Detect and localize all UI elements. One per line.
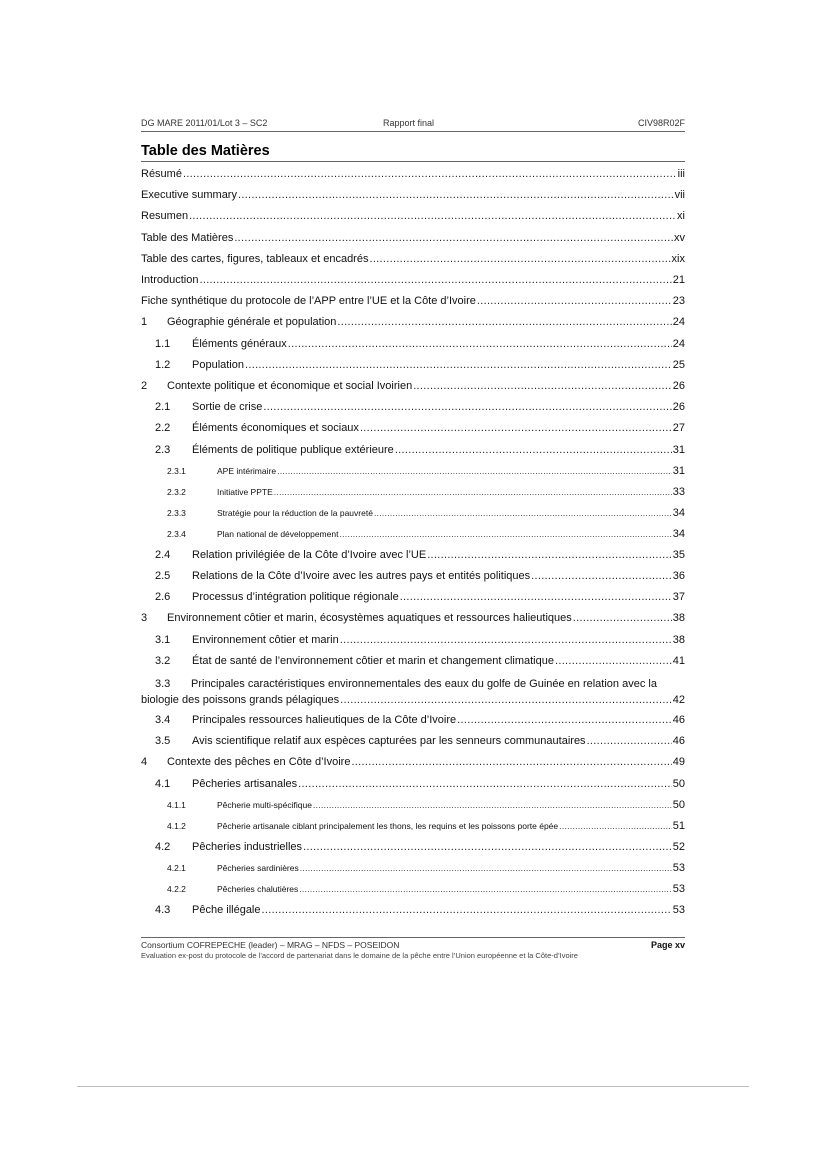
toc-entry-number: 4.2.2 (167, 884, 186, 894)
dot-leader (457, 711, 672, 729)
toc-entry-text: État de santé de l’environnement côtier et marin et changement climatique (192, 654, 554, 667)
toc-entry-page: 35 (672, 548, 685, 561)
toc-entry[interactable] (141, 335, 685, 353)
toc-entry-number: 2.3.1 (167, 465, 186, 476)
header-reference: DG MARE 2011/01/Lot 3 – SC2 (141, 118, 268, 128)
toc-entry-text: Executive summary (141, 189, 237, 202)
toc-entry-text: Géographie générale et population (167, 316, 337, 329)
toc-entry-page: 23 (672, 295, 685, 308)
dot-leader (340, 691, 672, 709)
toc-entry-number: 3.4 (155, 714, 171, 726)
toc-entry-text: Contexte politique et économique et social Ivoirien (167, 380, 413, 392)
toc-entry-page: 52 (672, 840, 685, 853)
toc-entry-page: iii (677, 168, 685, 180)
toc-entry-text: Pêcheries industrielles (192, 840, 303, 853)
dot-leader (313, 796, 672, 814)
dot-leader (559, 817, 672, 835)
toc-entry-number: 3.1 (155, 633, 171, 646)
toc-entry-page: 53 (672, 862, 685, 874)
toc-entry-page: 53 (672, 883, 685, 895)
toc-entry[interactable] (141, 504, 685, 522)
dot-leader (351, 753, 671, 771)
dot-leader (262, 901, 672, 919)
toc-entry-text-continued: biologie des poissons grands pélagiques (141, 694, 340, 706)
toc-entry[interactable] (141, 859, 685, 877)
dot-leader (277, 462, 672, 480)
toc-entry-text: Introduction (141, 274, 199, 286)
dot-leader (263, 398, 671, 416)
toc-entry-text: Principales caractéristiques environnementales des eaux du golfe de Guinée en relation avec la (191, 678, 657, 690)
toc-entry-page: 51 (672, 819, 685, 832)
title-divider (141, 161, 685, 162)
toc-entry-page: 33 (672, 485, 685, 498)
toc-entry[interactable] (141, 441, 685, 459)
toc-entry[interactable] (141, 313, 685, 331)
dot-leader (234, 229, 673, 247)
toc-entry-text: Environnement côtier et marin (192, 633, 339, 646)
toc-entry-page: 50 (672, 798, 685, 811)
toc-entry-page: 27 (672, 422, 685, 435)
dot-leader (369, 250, 670, 268)
toc-entry-number: 3.3 (155, 678, 171, 690)
toc-entry-text: Éléments de politique publique extérieure (192, 443, 394, 456)
toc-entry-page: 21 (672, 274, 685, 286)
toc-entry-page: 37 (672, 591, 685, 604)
toc-entry[interactable] (141, 732, 685, 750)
toc-entry[interactable] (141, 880, 685, 898)
footer-organization: Consortium COFREPECHE (leader) – MRAG – NFDS – POSEIDON (141, 940, 400, 950)
toc-entry-page: 42 (672, 694, 685, 706)
dot-leader (238, 186, 674, 204)
header-code: CIV98R02F (637, 118, 685, 128)
toc-entry-text: Resumen (141, 210, 189, 223)
toc-entry-page: 46 (672, 714, 685, 726)
toc-entry-text: Relations de la Côte d’Ivoire avec les autres pays et entités politiques (192, 570, 531, 582)
toc-entry-text: Stratégie pour la réduction de la pauvreté (217, 507, 373, 518)
dot-leader (183, 165, 677, 183)
toc-entry[interactable] (141, 250, 685, 268)
toc-entry-number: 4.2.1 (167, 863, 186, 873)
toc-entry[interactable] (141, 207, 685, 225)
toc-entry[interactable] (141, 753, 685, 771)
toc-entry-page: 49 (672, 756, 685, 769)
toc-entry-text: Relation privilégiée de la Côte d’Ivoire avec l’UE (192, 548, 427, 561)
toc-entry-number: 2.4 (155, 548, 171, 561)
toc-entry-text: Pêcheries chalutières (217, 884, 299, 894)
dot-leader (288, 335, 672, 353)
toc-entry[interactable] (141, 676, 685, 712)
toc-entry-page: 24 (672, 316, 685, 329)
toc-entry-text: Principales ressources halieutiques de la Côte d’Ivoire (192, 714, 457, 726)
toc-entry-number: 2.1 (155, 401, 171, 414)
toc-entry[interactable] (141, 711, 685, 729)
toc-entry-page: 31 (672, 464, 685, 477)
dot-leader (400, 588, 672, 606)
toc-entry-page: 38 (672, 633, 685, 646)
dot-leader (395, 441, 672, 459)
page-header (141, 118, 685, 132)
toc-entry-text: Processus d’intégration politique régionale (192, 591, 399, 604)
dot-leader (360, 419, 672, 437)
dot-leader (189, 207, 676, 225)
dot-leader (299, 880, 671, 898)
toc-entry-text: Pêcherie multi-spécifique (217, 799, 312, 810)
toc-entry-text: Résumé (141, 168, 182, 180)
toc-entry-page: 25 (672, 358, 685, 371)
toc-entry[interactable] (141, 838, 685, 856)
footer-subtitle: Evaluation ex-post du protocole de l’accord de partenariat dans le domaine de la pêche entre l’Union européenne et la Côte-d’Ivoire (141, 951, 578, 960)
toc-entry[interactable] (141, 796, 685, 814)
toc-entry[interactable] (141, 483, 685, 501)
toc-entry-text: Avis scientifique relatif aux espèces capturées par les senneurs communautaires (192, 735, 586, 748)
dot-leader (339, 525, 671, 543)
dot-leader (477, 292, 672, 310)
toc-entry-text: APE intérimaire (217, 465, 277, 476)
toc-entry-number: 2.5 (155, 570, 171, 582)
toc-entry[interactable] (141, 292, 685, 310)
toc-entry-page: 53 (672, 904, 685, 916)
toc-entry-text: Population (192, 358, 244, 371)
toc-entry[interactable] (141, 186, 685, 204)
toc-entry-text: Fiche synthétique du protocole de l’APP entre l’UE et la Côte d’Ivoire (141, 295, 476, 308)
toc-entry-number: 4.1 (155, 777, 171, 790)
toc-entry[interactable] (141, 398, 685, 416)
dot-leader (303, 838, 672, 856)
toc-entry-text: Éléments économiques et sociaux (192, 422, 359, 435)
toc-entry-number: 2.3 (155, 443, 171, 456)
toc-entry-number: 2.3.4 (167, 528, 186, 539)
toc-entry-text: Pêcheries artisanales (192, 777, 298, 790)
toc-entry-page: 50 (672, 777, 685, 790)
toc-entry-number: 2.3.2 (167, 486, 186, 497)
toc-entry-page: vii (674, 189, 685, 202)
page-bottom-divider (77, 1086, 749, 1087)
toc-entry-page: 34 (672, 527, 685, 540)
toc-entry-text: Initiative PPTE (217, 486, 273, 497)
toc-entry-number: 3 (141, 612, 148, 625)
toc-entry[interactable] (141, 271, 685, 289)
toc-entry-number: 2.2 (155, 422, 171, 435)
toc-entry[interactable] (141, 462, 685, 480)
toc-entry[interactable] (141, 652, 685, 670)
dot-leader (245, 356, 672, 374)
toc-entry-text: Pêcheries sardinières (217, 863, 299, 873)
toc-entry-number: 4.1.1 (167, 799, 186, 810)
toc-entry-text: Contexte des pêches en Côte d’Ivoire (167, 756, 351, 769)
toc-entry-number: 3.2 (155, 654, 171, 667)
toc-entry[interactable] (141, 901, 685, 919)
toc-entry[interactable] (141, 567, 685, 585)
toc-entry-text: Environnement côtier et marin, écosystèmes aquatiques et ressources halieutiques (167, 612, 572, 625)
dot-leader (573, 609, 672, 627)
footer-divider (141, 937, 685, 938)
toc-entry-page: 26 (672, 401, 685, 414)
toc-entry-text: Sortie de crise (192, 401, 263, 414)
dot-leader (374, 504, 672, 522)
toc-entry-number: 2.6 (155, 591, 171, 604)
toc-entry-page: xv (674, 231, 685, 244)
toc-title: Table des Matières (141, 143, 270, 159)
toc-entry[interactable] (141, 419, 685, 437)
dot-leader (340, 631, 672, 649)
toc-entry-text: Table des cartes, figures, tableaux et encadrés (141, 252, 369, 265)
dot-leader (413, 377, 672, 395)
toc-entry[interactable] (141, 356, 685, 374)
header-divider (141, 131, 685, 132)
toc-entry-page: 31 (672, 443, 685, 456)
toc-entry-page: 41 (672, 654, 685, 667)
toc-entry-number: 4.2 (155, 840, 171, 853)
toc-entry-page: 38 (672, 612, 685, 625)
dot-leader (555, 652, 672, 670)
toc-entry-number: 1 (141, 316, 148, 329)
dot-leader (199, 271, 671, 289)
dot-leader (587, 732, 672, 750)
toc-entry-page: xi (677, 210, 685, 223)
toc-entry-number: 3.5 (155, 735, 171, 748)
toc-entry[interactable] (141, 165, 685, 183)
toc-entry[interactable] (141, 631, 685, 649)
dot-leader (300, 859, 672, 877)
toc-entry[interactable] (141, 229, 685, 247)
toc-entry-text: Plan national de développement (217, 528, 339, 539)
header-report-type: Rapport final (383, 118, 435, 128)
footer-page-number: Page xv (650, 940, 685, 950)
toc-entry[interactable] (141, 377, 685, 395)
toc-entry[interactable] (141, 775, 685, 793)
toc-entry-page: 24 (672, 337, 685, 350)
dot-leader (531, 567, 672, 585)
toc-entry[interactable] (141, 817, 685, 835)
toc-entry-number: 4 (141, 756, 148, 769)
toc-entry[interactable] (141, 546, 685, 564)
toc-entry-page: 46 (672, 735, 685, 748)
toc-entry[interactable] (141, 588, 685, 606)
toc-entry-page: 36 (672, 570, 685, 582)
dot-leader (298, 775, 672, 793)
dot-leader (274, 483, 672, 501)
toc-entry-page: 34 (672, 506, 685, 519)
dot-leader (337, 313, 671, 331)
toc-entry-text: Éléments généraux (192, 337, 287, 350)
dot-leader (427, 546, 672, 564)
toc-entry-text: Table des Matières (141, 231, 234, 244)
toc-entry-number: 2 (141, 380, 148, 392)
toc-entry-number: 4.3 (155, 904, 171, 916)
toc-entry-page: 26 (672, 380, 685, 392)
toc-entry[interactable] (141, 609, 685, 627)
toc-entry-number: 2.3.3 (167, 507, 186, 518)
toc-entry-number: 1.1 (155, 337, 171, 350)
toc-entry-page: xix (671, 252, 685, 265)
toc-entry-text: Pêche illégale (192, 904, 261, 916)
toc-entry-text: Pêcherie artisanale ciblant principalement les thons, les requins et les poissons porte épée (217, 820, 559, 831)
toc-entry-number: 1.2 (155, 358, 171, 371)
toc-entry[interactable] (141, 525, 685, 543)
toc-entry-number: 4.1.2 (167, 820, 186, 831)
